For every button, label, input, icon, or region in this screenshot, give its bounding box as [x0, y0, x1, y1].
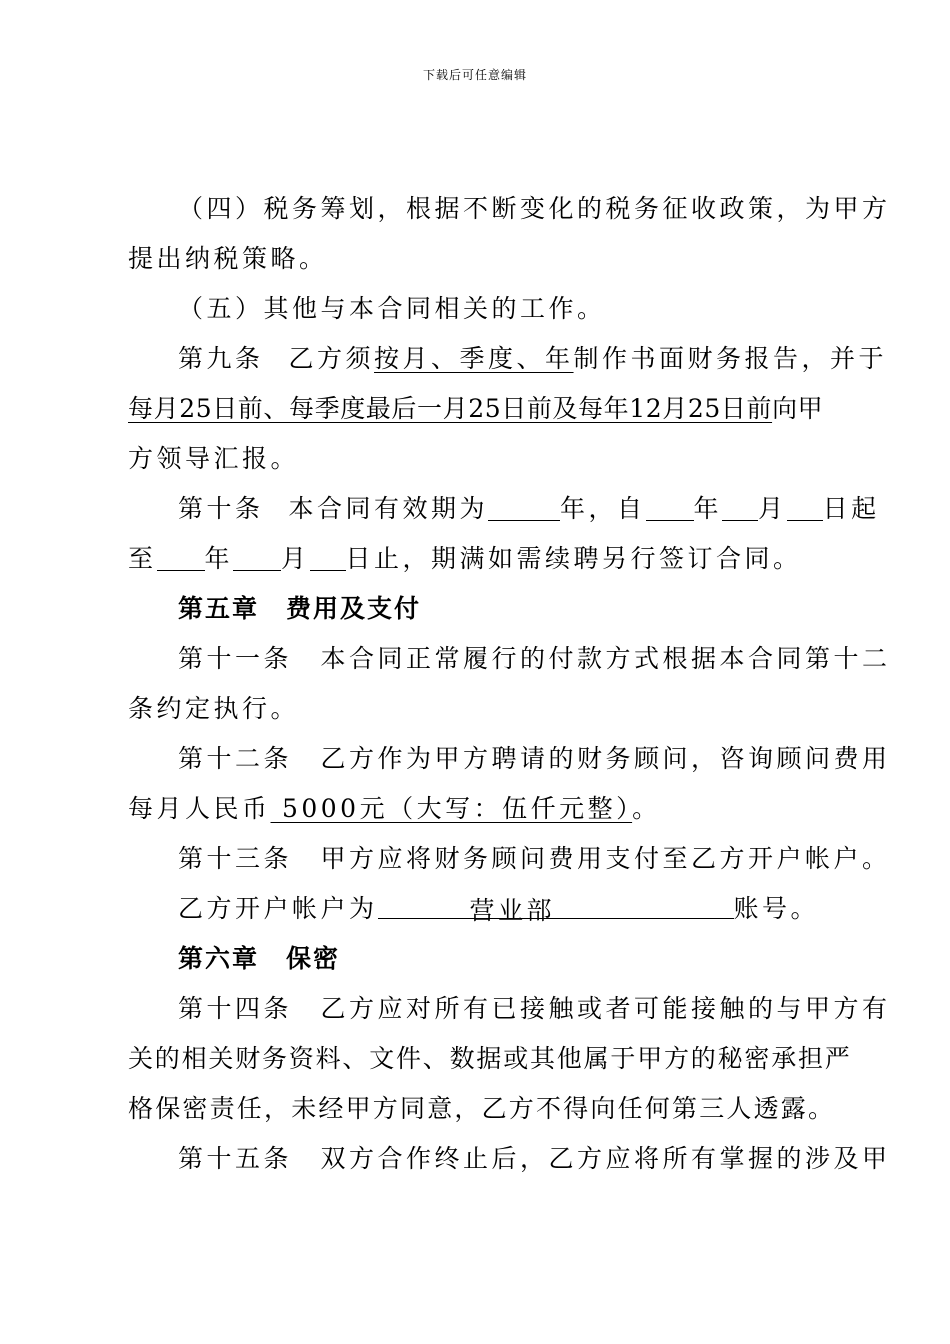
article-10-text-2: 年，自 [560, 494, 646, 523]
article-10-text: 本合同有效期为 [288, 494, 489, 523]
article-10-year: 年 [693, 494, 723, 523]
account-label: 乙方开户帐户为 [178, 894, 378, 923]
chapter-5-heading: 第五章 费用及支付 [178, 594, 422, 623]
paragraph-other-work: （五）其他与本合同相关的工作。 [178, 294, 606, 323]
blank-term-years [488, 490, 560, 521]
blank-start-year [646, 490, 694, 521]
article-14-line-2: 关的相关财务资料、文件、数据或其他属于甲方的秘密承担严 [128, 1044, 852, 1073]
blank-end-year [157, 540, 205, 571]
article-11-line-2: 条约定执行。 [128, 694, 300, 723]
article-10-month: 月 [758, 494, 787, 523]
paragraph-tax-planning: （四）税务筹划，根据不断变化的税务征收政策，为甲方 [178, 194, 891, 223]
blank-end-day [310, 540, 346, 571]
article-10-end-month: 月 [281, 544, 310, 573]
account-line [128, 884, 830, 934]
article-10-end-text: 日止，期满如需续聘另行签订合同。 [345, 544, 802, 573]
article-9-text-3: 向甲 [772, 394, 824, 423]
article-10-day: 日起 [822, 494, 880, 523]
blank-start-month [722, 490, 758, 521]
article-9-line-1 [128, 334, 888, 384]
article-12-line-2 [128, 784, 830, 834]
article-15-line-1: 第十五条 双方合作终止后，乙方应将所有掌握的涉及甲 [178, 1144, 891, 1173]
article-14-line-3: 格保密责任，未经甲方同意，乙方不得向任何第三人透露。 [128, 1094, 836, 1123]
article-12-text: 每月人民币 [128, 794, 271, 823]
article-10-line-1 [128, 484, 880, 534]
document-body [128, 184, 891, 1184]
account-blank [378, 886, 734, 925]
article-9-line-2 [128, 384, 830, 434]
article-9-line-3: 方领导汇报。 [128, 444, 300, 473]
article-9-text-2: 制作书面财务报告，并于 [573, 344, 888, 373]
blank-start-day [787, 490, 823, 521]
article-12-period: 。 [632, 794, 661, 823]
account-branch: 营业部 [469, 896, 556, 925]
article-13-line-1: 第十三条 甲方应将财务顾问费用支付至乙方开户帐户。 [178, 844, 891, 873]
article-9-text: 乙方须 [288, 344, 375, 373]
page-header-watermark: 下载后可任意编辑 [422, 68, 527, 82]
article-12-fee-amount: 5000元（大写：伍仟元整） [270, 794, 633, 823]
paragraph-tax-planning-cont: 提出纳税策略。 [128, 244, 328, 273]
article-12-line-1: 第十二条 乙方作为甲方聘请的财务顾问，咨询顾问费用 [178, 744, 891, 773]
article-10-end-year: 年 [204, 544, 234, 573]
article-10-line-2 [128, 534, 830, 584]
article-11-line-1: 第十一条 本合同正常履行的付款方式根据本合同第十二 [178, 644, 891, 673]
blank-end-month [233, 540, 281, 571]
article-10-to: 至 [128, 544, 157, 573]
article-10-number: 第十条 [178, 494, 264, 523]
article-9-deadlines: 每月25日前、每季度最后一月25日前及每年12月25日前 [128, 394, 773, 423]
account-number-label: 账号。 [733, 894, 820, 923]
article-9-number: 第九条 [178, 344, 264, 373]
article-9-period: 按月、季度、年 [374, 344, 574, 373]
article-14-line-1: 第十四条 乙方应对所有已接触或者可能接触的与甲方有 [178, 994, 891, 1023]
chapter-6-heading: 第六章 保密 [178, 944, 341, 973]
